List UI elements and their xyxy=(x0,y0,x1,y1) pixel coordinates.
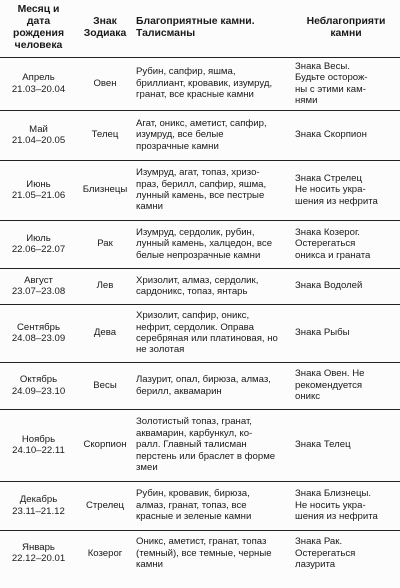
favorable-cell: Хризолит, алмаз, сердолик, сардоникс, топаз, янтарь xyxy=(136,274,259,297)
table-row xyxy=(0,160,400,220)
sign-cell: Весы xyxy=(93,379,117,391)
month-cell: Апрель 21.03–20.04 xyxy=(11,72,66,95)
favorable-cell: Изумруд, агат, топаз, хризо- праз, берилл, сапфир, яшма, лунный камень, все пестрые камни xyxy=(136,167,267,213)
sign-cell: Дева xyxy=(93,327,117,339)
unfavorable-cell: Знака Козерог. Остерегаться оникса и граната xyxy=(295,226,371,261)
unfavorable-cell: Знака Овен. Не рекомендуется оникс xyxy=(295,368,365,403)
unfavorable-cell: Знака Весы. Будьте осторож- ны с этими кам- нями xyxy=(295,60,368,106)
month-cell: Ноябрь 24.10–22.11 xyxy=(12,433,65,456)
sign-cell: Козерог xyxy=(87,547,123,559)
table-row xyxy=(0,220,400,268)
month-cell: Июль 22.06–22.07 xyxy=(11,232,66,255)
table-row xyxy=(0,304,400,362)
header-unfavorable-stones: Неблагоприяти камни xyxy=(306,16,386,39)
unfavorable-cell: Знака Скорпион xyxy=(295,129,367,141)
unfavorable-cell: Знака Телец xyxy=(295,439,351,451)
favorable-cell: Лазурит, опал, бирюза, алмаз, берилл, аквамарин xyxy=(136,374,271,397)
header-month: Месяц и дата рождения человека xyxy=(12,4,65,51)
table-header xyxy=(0,0,400,57)
sign-cell: Рак xyxy=(97,238,113,250)
month-cell: Август 23.07–23.08 xyxy=(11,274,66,297)
sign-cell: Телец xyxy=(91,129,119,141)
favorable-cell: Оникс, аметист, гранат, топаз (темный), все темные, черные камни xyxy=(136,536,272,570)
table-row xyxy=(0,57,400,110)
unfavorable-cell: Знака Рыбы xyxy=(295,327,350,339)
favorable-cell: Золотистый топаз, гранат, аквамарин, карбункул, ко- ралл. Главный талисман перстень или браслет в форме змеи xyxy=(136,416,276,474)
favorable-cell: Хризолит, сапфир, оникс, нефрит, сердолик. Оправа серебряная или платиновая, но не золотая xyxy=(136,310,278,356)
table-row xyxy=(0,409,400,481)
table-row xyxy=(0,362,400,409)
month-cell: Декабрь 23.11–21.12 xyxy=(12,494,65,517)
month-cell: Январь 22.12–20.01 xyxy=(11,541,66,565)
month-cell: Октябрь 24.09–23.10 xyxy=(11,374,66,397)
table-row xyxy=(0,481,400,530)
header-favorable-stones: Благоприятные камни. Талисманы xyxy=(136,16,255,39)
favorable-cell: Рубин, кровавик, бирюза, алмаз, гранат, топаз, все красные и зеленые камни xyxy=(136,488,252,523)
header-row xyxy=(0,0,400,57)
sign-cell: Близнецы xyxy=(82,184,128,196)
month-cell: Июнь 21.05–21.06 xyxy=(11,178,66,201)
unfavorable-cell: Знака Близнецы. Не носить укра- шения из нефрита xyxy=(295,488,378,523)
favorable-cell: Изумруд, сердолик, рубин, лунный камень, халцедон, все белые непрозрачные камни xyxy=(136,226,273,261)
month-cell: Май 21.04–20.05 xyxy=(11,123,66,146)
sign-cell: Лев xyxy=(96,280,114,292)
unfavorable-cell: Знака Рак. Остерегаться лазурита xyxy=(295,536,356,570)
table-row xyxy=(0,110,400,160)
month-cell: Сентябрь 24.08–23.09 xyxy=(11,321,66,344)
sign-cell: Стрелец xyxy=(85,499,125,511)
sign-cell: Скорпион xyxy=(83,439,127,451)
table-row xyxy=(0,530,400,576)
header-zodiac-sign: Знак Зодиака xyxy=(83,16,127,39)
table-body xyxy=(0,57,400,576)
unfavorable-cell: Знака Стрелец Не носить укра- шения из нефрита xyxy=(295,172,378,207)
table-row xyxy=(0,268,400,304)
favorable-cell: Агат, оникс, аметист, сапфир, изумруд, все белые прозрачные камни xyxy=(136,117,267,152)
unfavorable-cell: Знака Водолей xyxy=(295,280,363,292)
favorable-cell: Рубин, сапфир, яшма, бриллиант, кровавик, изумруд, гранат, все красные камни xyxy=(136,66,273,101)
sign-cell: Овен xyxy=(93,77,117,89)
